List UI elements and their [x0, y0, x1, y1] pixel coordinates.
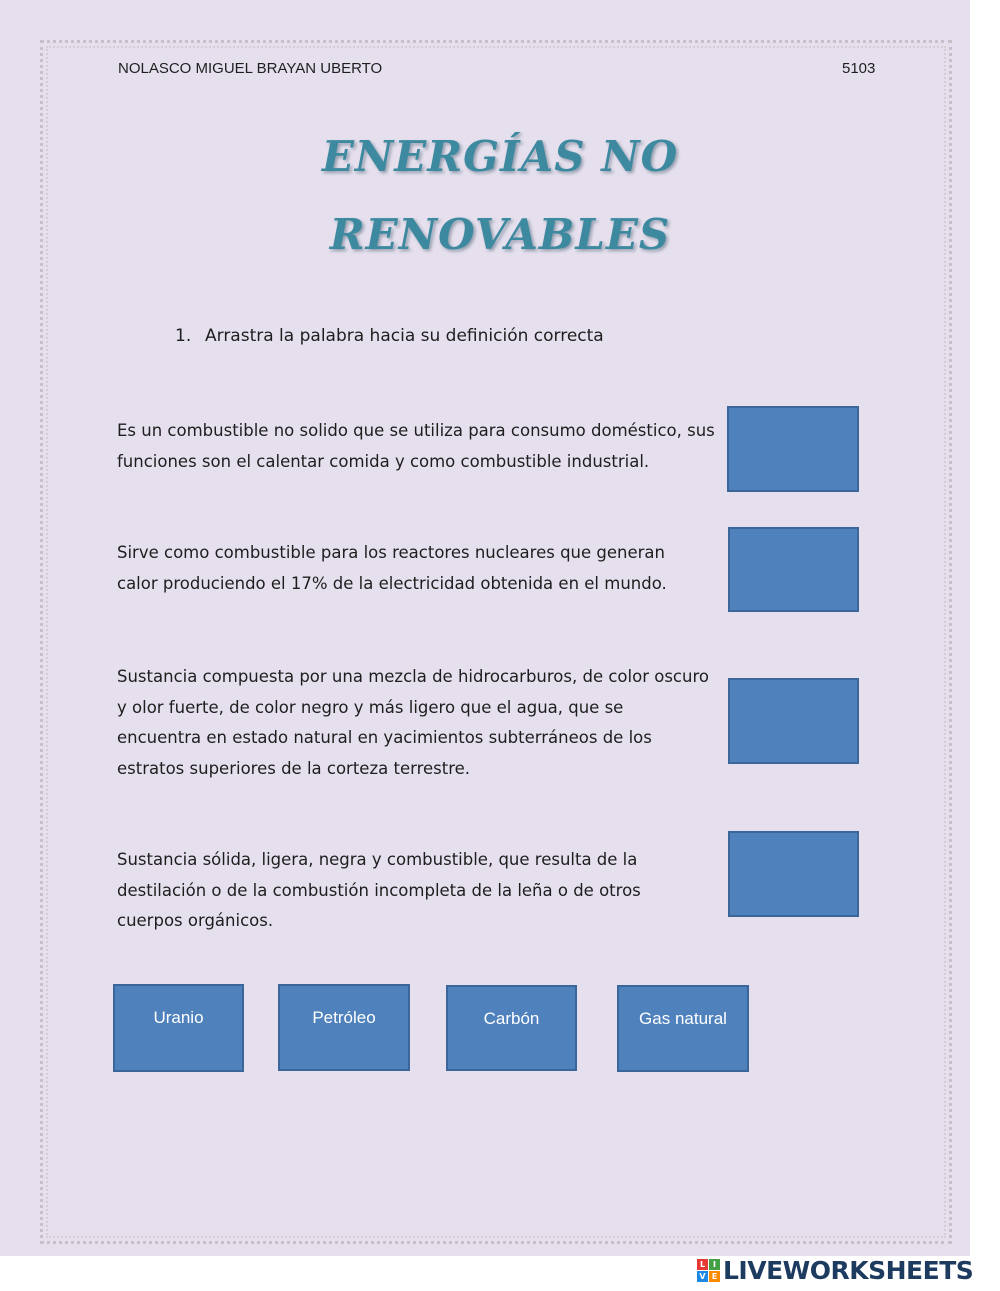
- liveworksheets-logo[interactable]: [697, 1255, 973, 1285]
- drop-target-2[interactable]: [728, 527, 859, 612]
- group-number: 5103: [842, 60, 876, 77]
- instruction-text: Arrastra la palabra hacia su definición correcta: [205, 326, 604, 346]
- brand-letter: I: [709, 1259, 720, 1270]
- drop-target-3[interactable]: [728, 678, 859, 764]
- definition-line: Es un combustible no solido que se utiliza para consumo doméstico, sus: [117, 421, 715, 440]
- definition-1: [117, 416, 717, 477]
- definition-line: encuentra en estado natural en yacimientos subterráneos de los: [117, 728, 652, 747]
- word-gas-natural[interactable]: Gas natural: [617, 985, 749, 1072]
- brand-text: LIVEWORKSHEETS: [723, 1255, 974, 1285]
- definition-line: calor produciendo el 17% de la electricidad obtenida en el mundo.: [117, 573, 667, 593]
- word-uranio[interactable]: Uranio: [113, 984, 244, 1072]
- title-line-1: ENERGÍAS NO: [321, 132, 679, 181]
- drop-target-4[interactable]: [728, 831, 859, 917]
- drop-target-1[interactable]: [727, 406, 859, 492]
- word-carbon[interactable]: Carbón: [446, 985, 577, 1071]
- definition-line: estratos superiores de la corteza terrestre.: [117, 758, 471, 778]
- definition-line: funciones son el calentar comida y como combustible industrial.: [117, 451, 650, 471]
- student-name: NOLASCO MIGUEL BRAYAN UBERTO: [118, 60, 383, 77]
- brand-letter: V: [697, 1271, 708, 1282]
- definition-line: Sustancia sólida, ligera, negra y combustible, que resulta de la: [117, 850, 638, 869]
- definition-2: [117, 538, 717, 599]
- word-petroleo[interactable]: Petróleo: [278, 984, 410, 1071]
- definition-4: [117, 845, 717, 937]
- brand-icon: [697, 1259, 720, 1282]
- title-line-2: RENOVABLES: [329, 210, 671, 259]
- instruction-number: 1.: [175, 326, 192, 346]
- definition-line: destilación o de la combustión incompleta de la leña o de otros: [117, 880, 641, 900]
- definition-line: cuerpos orgánicos.: [117, 911, 274, 930]
- brand-letter: E: [709, 1271, 720, 1282]
- instruction: [175, 326, 604, 346]
- definition-3: [117, 662, 717, 784]
- definition-line: y olor fuerte, de color negro y más ligero que el agua, que se: [117, 697, 624, 717]
- brand-letter: L: [697, 1259, 708, 1270]
- definition-line: Sirve como combustible para los reactores nucleares que generan: [117, 543, 665, 562]
- definition-line: Sustancia compuesta por una mezcla de hidrocarburos, de color oscuro: [117, 667, 709, 686]
